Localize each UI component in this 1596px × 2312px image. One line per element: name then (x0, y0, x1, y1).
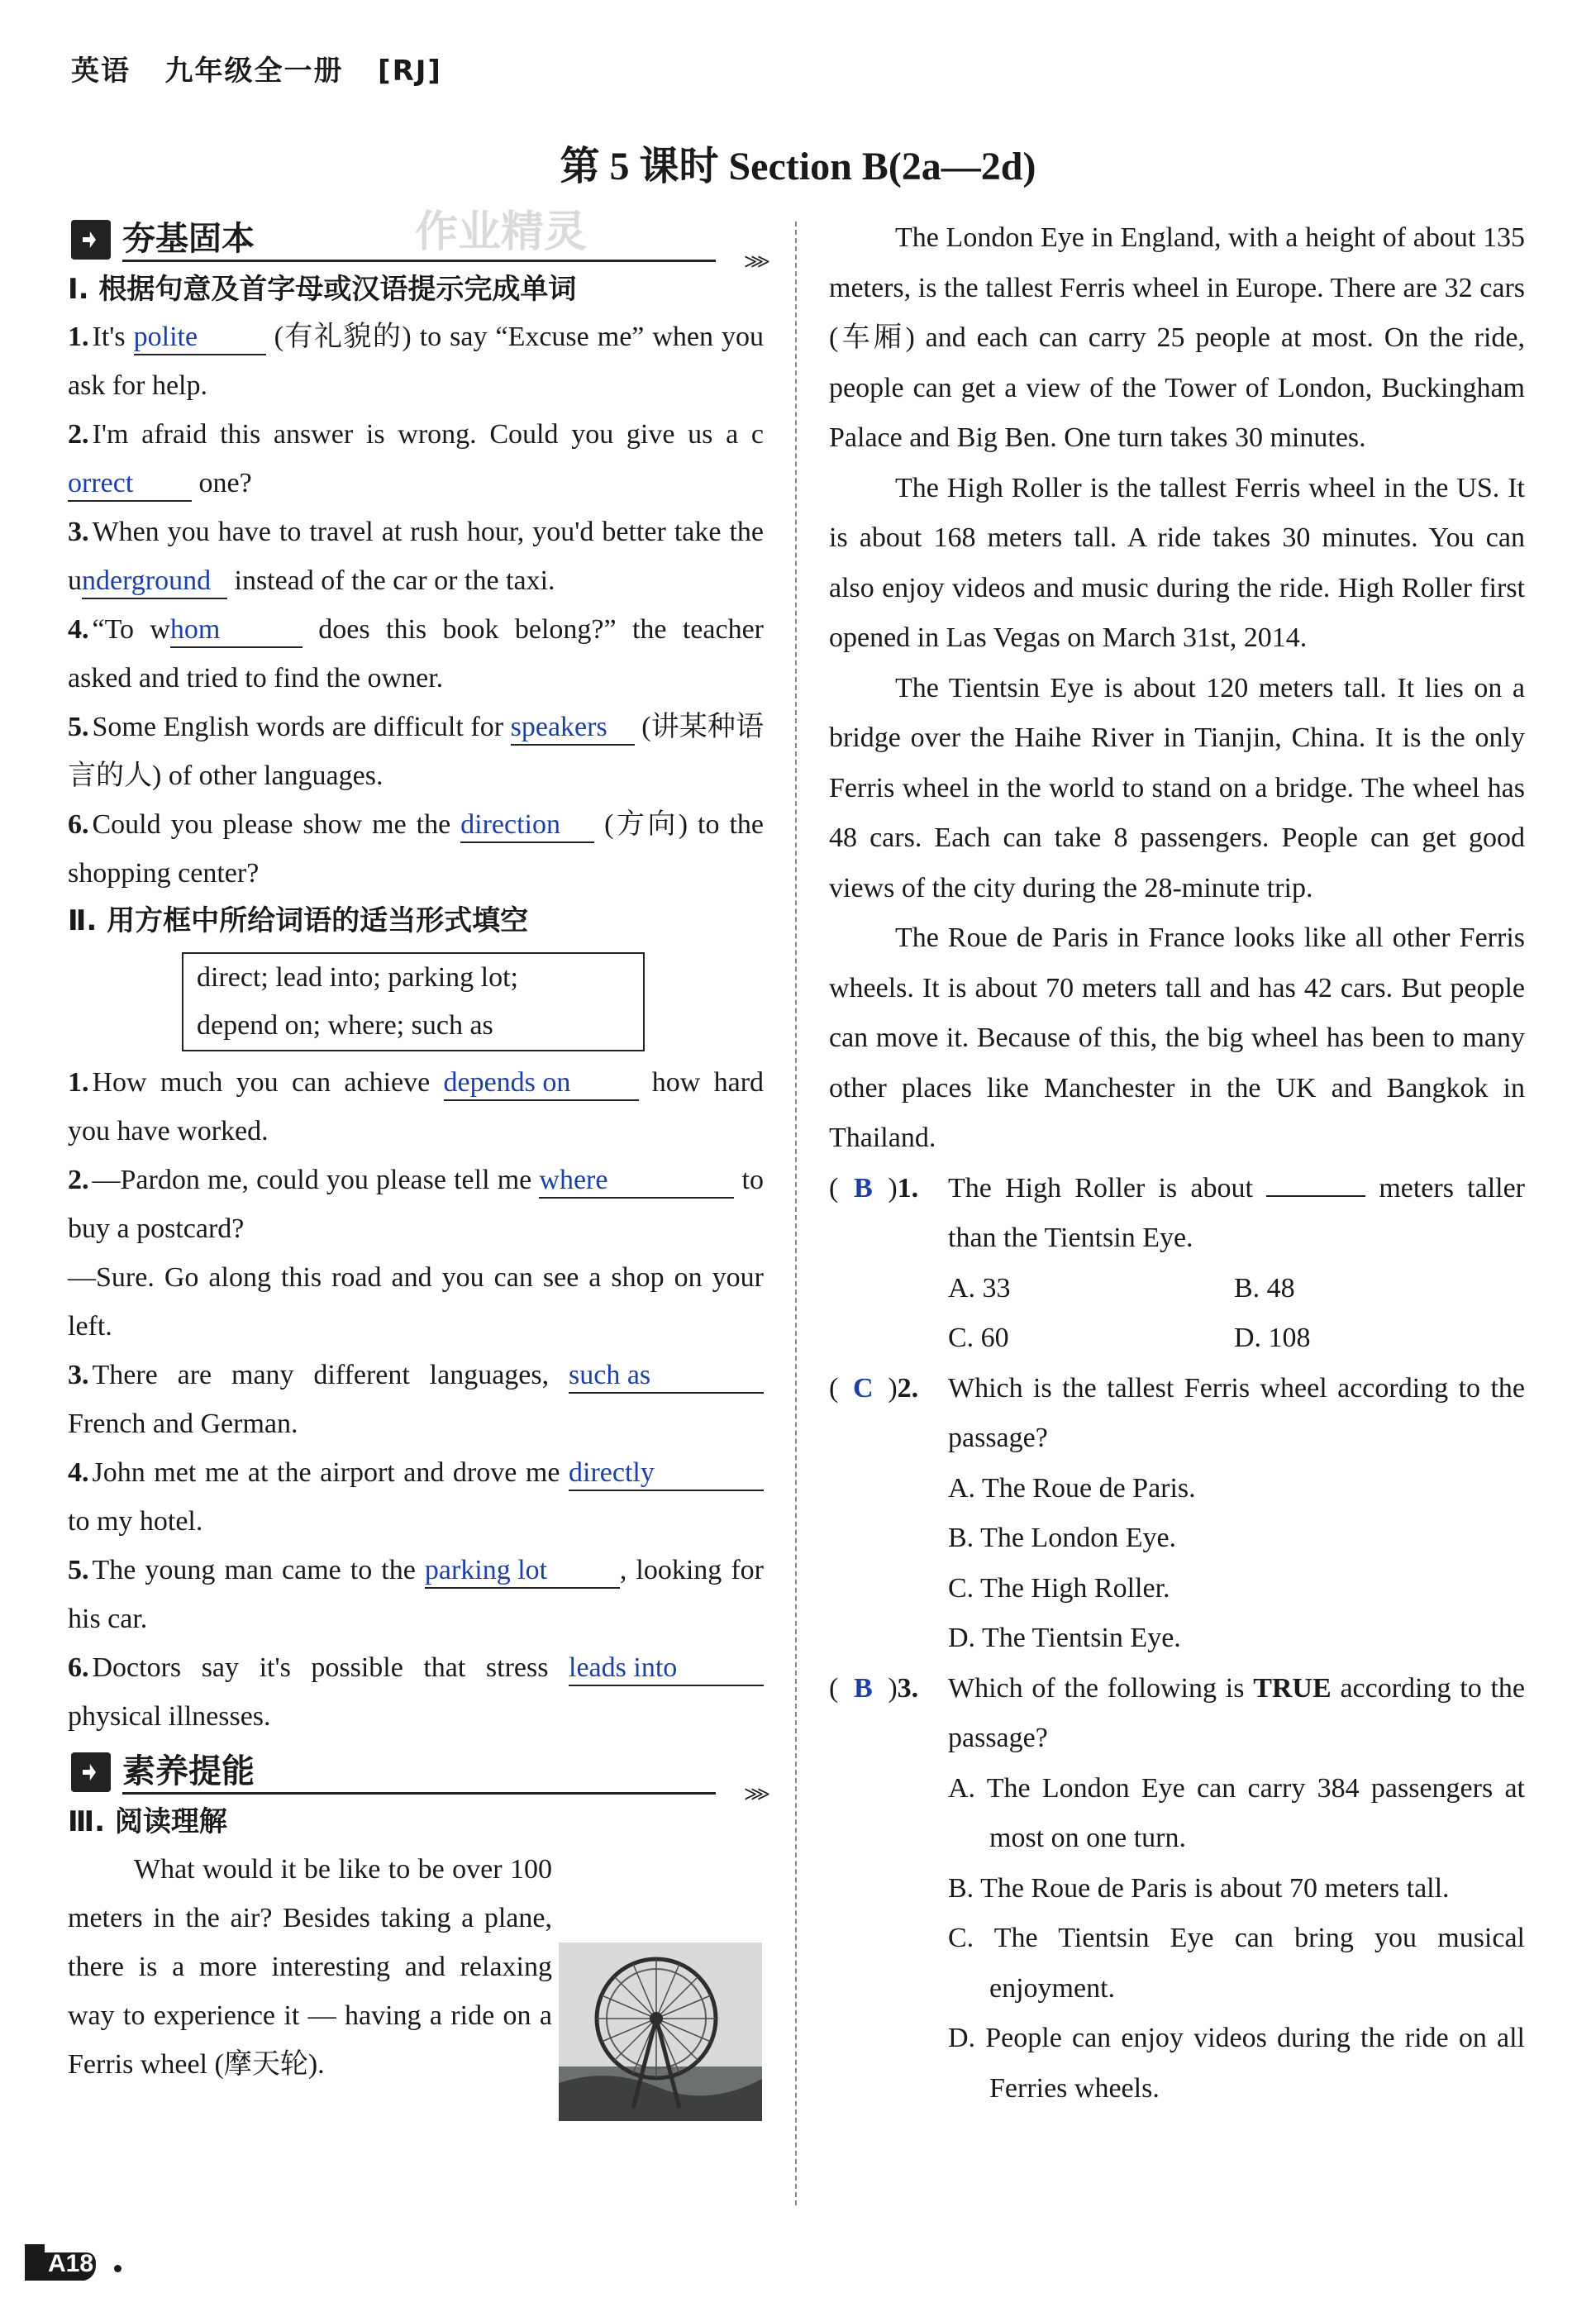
ferris-wheel-image (559, 1943, 762, 2121)
part-iii-heading: Ⅲ. 阅读理解 (68, 1805, 227, 1838)
option[interactable]: D. People can enjoy videos during the ride on all Ferries wheels. (948, 2023, 1525, 2104)
option-row (829, 1264, 1525, 1314)
answer-blank[interactable]: nderground (82, 565, 227, 599)
answer-mark[interactable]: B (853, 1672, 873, 1704)
reading-paragraph: The London Eye in England, with a height of about 135 meters, is the tallest Ferris wheel in Europe. There are 32 cars (车厢) and each can carry 25 people at most. On the ride, people can get a view of the Tower of London, Buckingham Palace and Big Ben. One turn takes 30 minutes. (829, 222, 1525, 453)
arrow-box-icon (71, 220, 111, 260)
answer-blank[interactable]: directly (569, 1456, 764, 1491)
dialogue-reply: —Sure. Go along this road and you can see a shop on your left. (68, 1262, 764, 1342)
fill-item: 5. The young man came to the parking lot , looking for his car. (68, 1555, 764, 1634)
answer-blank[interactable]: speakers (511, 711, 635, 746)
part-i-heading: Ⅰ. 根据句意及首字母或汉语提示完成单词 (68, 273, 577, 306)
section-header-advanced: 素养提能 >>> (68, 1746, 764, 1799)
answer-blank[interactable]: parking lot (425, 1554, 620, 1589)
option[interactable]: A. 33 (948, 1272, 1011, 1304)
answer-blank[interactable]: hom (170, 613, 303, 648)
option[interactable]: B. 48 (1234, 1272, 1295, 1304)
triple-chevron-icon: >>> (744, 250, 764, 275)
option[interactable]: A. The Roue de Paris. (948, 1472, 1196, 1504)
fill-item: 2. I'm afraid this answer is wrong. Could you give us a correct one? (68, 410, 764, 508)
column-divider (795, 222, 797, 2205)
fill-item: 5. Some English words are difficult for speakers (讲某种语言的人) of other languages. (68, 712, 764, 791)
option[interactable]: A. The London Eye can carry 384 passengers at most on one turn. (948, 1772, 1525, 1853)
option[interactable]: D. 108 (1234, 1323, 1311, 1353)
page-dot (114, 2265, 121, 2272)
answer-blank[interactable]: depends on (444, 1066, 639, 1101)
fill-item: 1. It's polite (有礼貌的) to say “Excuse me” when you ask for help. (68, 322, 765, 401)
stem-blank (1266, 1195, 1365, 1197)
right-column (829, 213, 1525, 2114)
option[interactable]: C. The Tientsin Eye can bring you musical enjoyment. (948, 1923, 1525, 2004)
fill-item: 1. How much you can achieve depends on how hard you have worked. (68, 1067, 765, 1146)
page-number: A18 (48, 2250, 94, 2277)
word-box: direct; lead into; parking lot; depend on; where; such as (182, 952, 645, 1051)
answer-blank[interactable]: leads into (569, 1652, 764, 1686)
option-row (829, 1313, 1525, 1364)
section-header-basic: 夯基固本 >>> 作业精灵 (68, 213, 764, 266)
question-2: ( C )2. Which is the tallest Ferris wheel according to the passage? (829, 1364, 1525, 1464)
watermark: 作业精灵 (415, 207, 588, 257)
option[interactable]: B. The London Eye. (948, 1523, 1177, 1553)
option[interactable]: B. The Roue de Paris is about 70 meters tall. (948, 1872, 1450, 1904)
answer-mark[interactable]: C (853, 1372, 874, 1404)
part-ii-heading: Ⅱ. 用方框中所给词语的适当形式填空 (68, 904, 529, 937)
question-1: ( B )1. The High Roller is about meters taller than the Tientsin Eye. (829, 1164, 1525, 1264)
reading-paragraph: The Tientsin Eye is about 120 meters tall. It lies on a bridge over the Haihe River in Tianjin, China. It is the only Ferris wheel in the world to stand on a bridge. The wheel has 48 cars. Each can take 8 passengers. People can get good views of the city during the 28-minute trip. (829, 672, 1525, 903)
answer-mark[interactable]: B (853, 1172, 873, 1204)
fill-item: 3. There are many different languages, such as French and German. (68, 1351, 764, 1448)
book-header: 英语 九年级全一册 [RJ] (71, 55, 442, 88)
page-title: 第 5 课时 Section B(2a—2d) (560, 145, 1036, 188)
reading-intro: What would it be like to be over 100 meters in the air? Besides taking a plane, there is a more interesting and relaxing way to experience it — having a ride on a Ferris wheel (摩天轮). (68, 1854, 552, 2080)
question-3: ( B )3. Which of the following is TRUE according to the passage? (829, 1664, 1525, 1764)
fill-item: 6. Doctors say it's possible that stress leads into physical illnesses. (68, 1643, 764, 1741)
option[interactable]: C. The High Roller. (948, 1572, 1170, 1604)
answer-blank[interactable]: direction (460, 808, 594, 843)
reading-paragraph: The High Roller is the tallest Ferris wheel in the US. It is about 168 meters tall. A ride takes 30 minutes. You can also enjoy videos and music during the ride. High Roller first opened in Las Vegas on March 31st, 2014. (829, 472, 1525, 653)
fill-item: 2. —Pardon me, could you please tell me where to buy a postcard? (68, 1165, 764, 1244)
answer-blank[interactable]: such as (569, 1359, 764, 1394)
arrow-box-icon (71, 1752, 111, 1792)
answer-blank[interactable]: orrect (68, 467, 192, 502)
fill-item: 4. John met me at the airport and drove me directly to my hotel. (68, 1448, 764, 1546)
reading-paragraph: The Roue de Paris in France looks like all other Ferris wheels. It is about 70 meters tall and has 42 cars. But people can move it. Because of this, the big wheel has been to many other places like Manchester in the UK and Bangkok in Thailand. (829, 922, 1525, 1153)
option[interactable]: D. The Tientsin Eye. (948, 1623, 1181, 1653)
triple-chevron-icon: >>> (744, 1782, 764, 1808)
answer-blank[interactable]: polite (134, 321, 266, 355)
fill-item: 6. Could you please show me the direction (方向) to the shopping center? (68, 809, 764, 889)
option[interactable]: C. 60 (948, 1323, 1009, 1353)
answer-blank[interactable]: where (539, 1164, 734, 1199)
fill-item: 4. “To whom does this book belong?” the teacher asked and tried to find the owner. (68, 614, 764, 694)
left-column (68, 207, 765, 2089)
fill-item: 3. When you have to travel at rush hour, you'd better take the underground instead of the car or the taxi. (68, 508, 764, 605)
